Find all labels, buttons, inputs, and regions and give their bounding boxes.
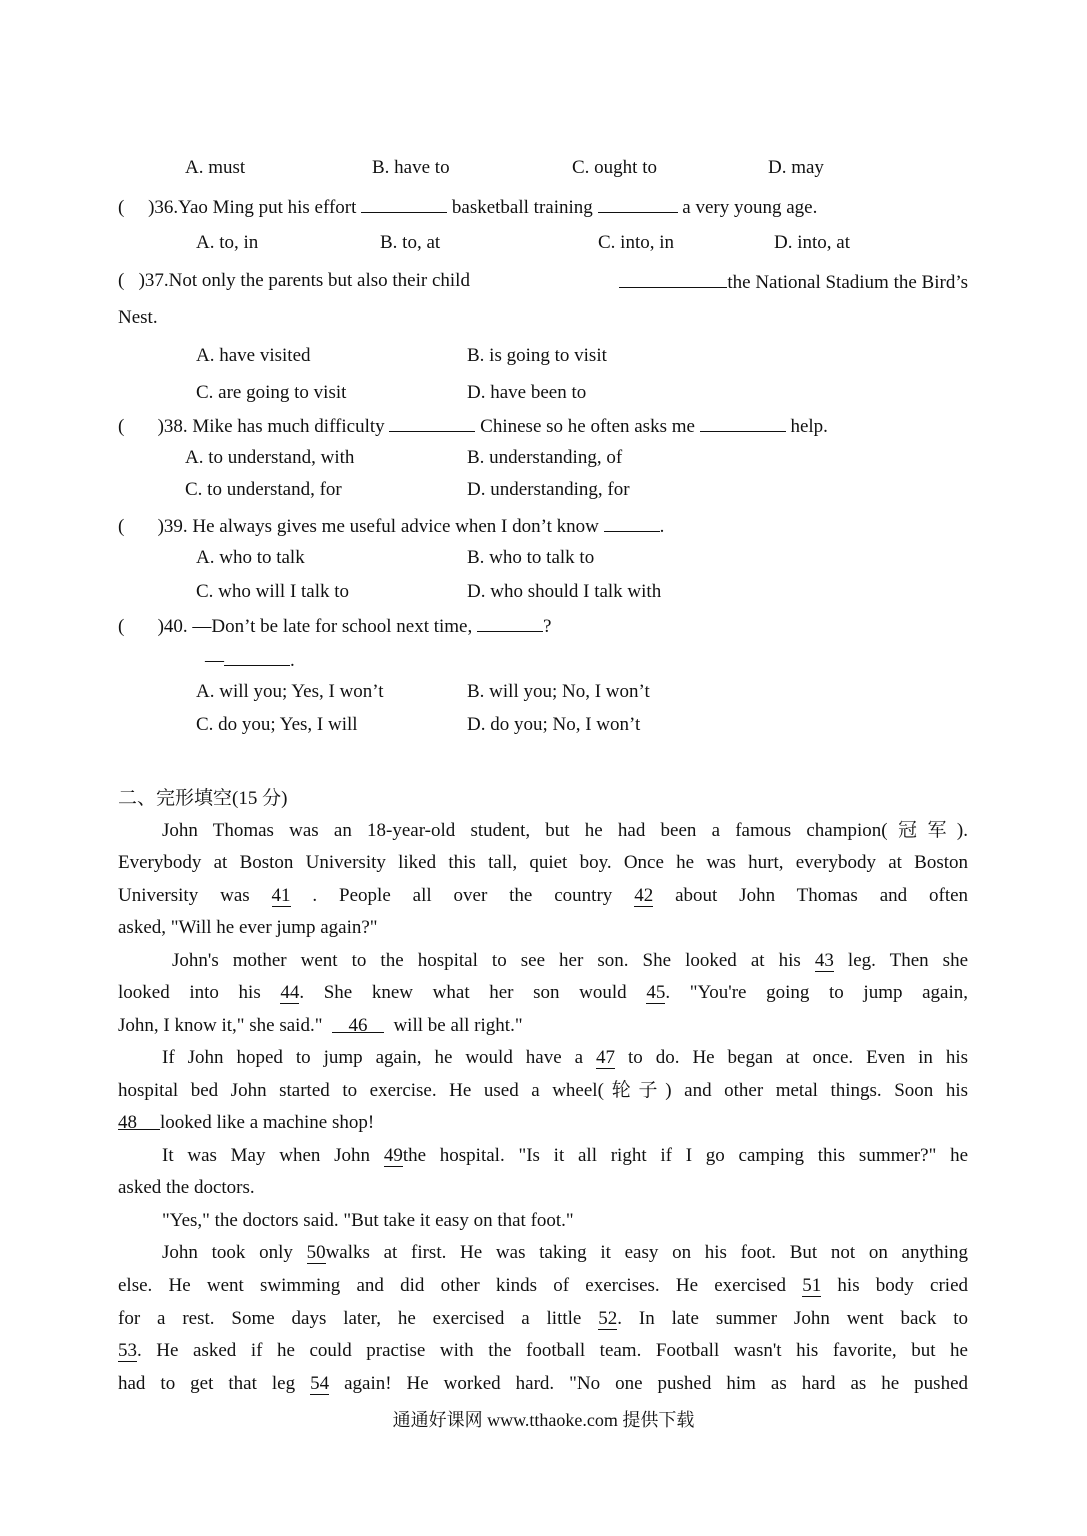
q38-stem	[118, 413, 828, 439]
q40-reply	[205, 647, 295, 673]
q37-stem-cont: Nest.	[118, 307, 158, 328]
q35-option-c: C. ought to	[572, 157, 657, 178]
q38-blank-1	[389, 413, 475, 432]
passage-line	[118, 1111, 374, 1135]
q36-option-b: B. to, at	[380, 232, 441, 253]
q39-option-a: A. who to talk	[196, 547, 305, 568]
blank-51: 51	[802, 1275, 822, 1296]
q38-option-a: A. to understand, with	[185, 447, 355, 468]
passage-line: "Yes," the doctors said. "But take it easy on that foot."	[162, 1210, 574, 1231]
passage-text: . People all over the country	[312, 885, 613, 906]
passage-line	[162, 1046, 968, 1070]
q38-option-d: D. understanding, for	[467, 479, 630, 500]
passage-text: again! He worked hard. "No one pushed him as hard as he pushed	[344, 1373, 969, 1394]
q37-option-c: C. are going to visit	[196, 382, 347, 403]
passage-line: Everybody at Boston University liked this tall, quiet boy. Once he was hurt, everybody at Boston	[118, 852, 968, 873]
passage-text: John's mother went to the hospital to see her son. She looked at his	[172, 950, 801, 971]
passage-text: his body cried	[837, 1275, 968, 1296]
q37-option-d: D. have been to	[467, 382, 587, 403]
passage-line	[118, 1014, 523, 1038]
q38-option-c: C. to understand, for	[185, 479, 342, 500]
blank-50: 50	[306, 1242, 326, 1263]
blank-46: 46	[332, 1014, 384, 1033]
passage-text: else. He went swimming and did other kinds of exercises. He exercised	[118, 1275, 786, 1296]
passage-text: walks at first. He was taking it easy on his foot. But not on anything	[325, 1242, 969, 1263]
q36-option-c: C. into, in	[598, 232, 675, 253]
q39-blank	[604, 513, 660, 532]
passage-line	[118, 884, 968, 908]
q39-suffix: .	[659, 516, 665, 537]
blank-44: 44	[280, 982, 300, 1003]
passage-line	[118, 1307, 968, 1331]
passage-text: the hospital. "Is it all right if I go camping this summer?" he	[402, 1145, 969, 1166]
q40-option-c: C. do you; Yes, I will	[196, 714, 358, 735]
page-footer: 通通好课网 www.tthaoke.com 提供下载	[392, 1410, 695, 1430]
passage-line	[162, 1241, 968, 1265]
passage-line	[118, 1372, 968, 1396]
q40-reply-suffix: .	[290, 650, 295, 671]
passage-text: . "You're going to jump again,	[665, 982, 969, 1003]
q37-stem	[118, 269, 968, 295]
q36-stem	[118, 194, 817, 220]
passage-line	[118, 1339, 968, 1363]
q37-prefix: ( )37.Not only the parents but also their child	[118, 270, 470, 291]
passage-text: looked into his	[118, 982, 261, 1003]
q38-mid: Chinese so he often asks me	[480, 416, 695, 437]
q38-prefix: ( )38. Mike has much difficulty	[118, 416, 385, 437]
blank-41: 41	[271, 885, 291, 906]
passage-line: asked, "Will he ever jump again?"	[118, 917, 378, 938]
blank-52: 52	[598, 1308, 618, 1329]
passage-text: had to get that leg	[118, 1373, 296, 1394]
passage-text: looked like a machine shop!	[160, 1112, 375, 1133]
q39-prefix: ( )39. He always gives me useful advice when I don’t know	[118, 516, 599, 537]
q35-option-d: D. may	[768, 157, 824, 178]
passage-line: hospital bed John started to exercise. He used a wheel(轮子) and other metal things. Soon his	[118, 1080, 968, 1101]
blank-47: 47	[596, 1047, 616, 1068]
q37-blank	[619, 269, 727, 288]
passage-text: John, I know it," she said."	[118, 1015, 323, 1036]
passage-text: will be all right."	[393, 1015, 523, 1036]
blank-53: 53	[118, 1340, 137, 1361]
blank-45: 45	[646, 982, 666, 1003]
q36-mid: basketball training	[451, 197, 593, 218]
q39-option-d: D. who should I talk with	[467, 581, 662, 602]
q39-option-c: C. who will I talk to	[196, 581, 350, 602]
passage-text: for a rest. Some days later, he exercised a little	[118, 1308, 582, 1329]
passage-text: . She knew what her son would	[299, 982, 627, 1003]
passage-text: University was	[118, 885, 250, 906]
q36-option-d: D. into, at	[774, 232, 850, 253]
q40-option-a: A. will you; Yes, I won’t	[196, 681, 384, 702]
passage-line	[162, 1144, 968, 1168]
q39-option-b: B. who to talk to	[467, 547, 595, 568]
q40-stem	[118, 613, 551, 639]
q37-suffix: the National Stadium the Bird’s	[727, 272, 968, 293]
q36-option-a: A. to, in	[196, 232, 259, 253]
q36-blank-1	[361, 194, 447, 213]
q37-option-b: B. is going to visit	[467, 345, 607, 366]
q36-prefix: ( )36.Yao Ming put his effort	[118, 197, 357, 218]
passage-text: . In late summer John went back to	[617, 1308, 969, 1329]
passage-line	[172, 949, 968, 973]
q35-option-a: A. must	[185, 157, 246, 178]
q38-suffix: help.	[790, 416, 828, 437]
q35-option-b: B. have to	[372, 157, 450, 178]
blank-54: 54	[310, 1373, 330, 1394]
q38-option-b: B. understanding, of	[467, 447, 623, 468]
q37-option-a: A. have visited	[196, 345, 311, 366]
q36-suffix: a very young age.	[682, 197, 818, 218]
blank-42: 42	[634, 885, 654, 906]
q40-reply-dash: —	[205, 650, 224, 671]
passage-line: John Thomas was an 18-year-old student, but he had been a famous champion(冠军).	[162, 820, 968, 841]
section-2-title: 二、完形填空(15 分)	[118, 788, 288, 809]
q38-blank-2	[700, 413, 786, 432]
passage-text: to do. He began at once. Even in his	[628, 1047, 969, 1068]
q40-option-b: B. will you; No, I won’t	[467, 681, 650, 702]
passage-line: asked the doctors.	[118, 1177, 255, 1198]
q36-blank-2	[598, 194, 678, 213]
passage-text: John took only	[162, 1242, 293, 1263]
blank-48: 48	[118, 1111, 160, 1130]
passage-text: about John Thomas and often	[675, 885, 969, 906]
blank-49: 49	[383, 1145, 403, 1166]
blank-43: 43	[814, 950, 834, 971]
passage-line	[118, 981, 968, 1005]
passage-line	[118, 1274, 968, 1298]
q40-prefix: ( )40. —Don’t be late for school next time,	[118, 616, 473, 637]
passage-text: It was May when John	[162, 1145, 371, 1166]
q39-stem	[118, 513, 664, 539]
passage-text: . He asked if he could practise with the football team. Football wasn't his favorite, but he	[137, 1340, 968, 1361]
q40-blank-2	[224, 647, 290, 666]
q40-option-d: D. do you; No, I won’t	[467, 714, 641, 735]
passage-text: leg. Then she	[847, 950, 969, 971]
q40-suffix: ?	[543, 616, 552, 637]
passage-text: If John hoped to jump again, he would have a	[162, 1047, 584, 1068]
q40-blank-1	[477, 613, 543, 632]
